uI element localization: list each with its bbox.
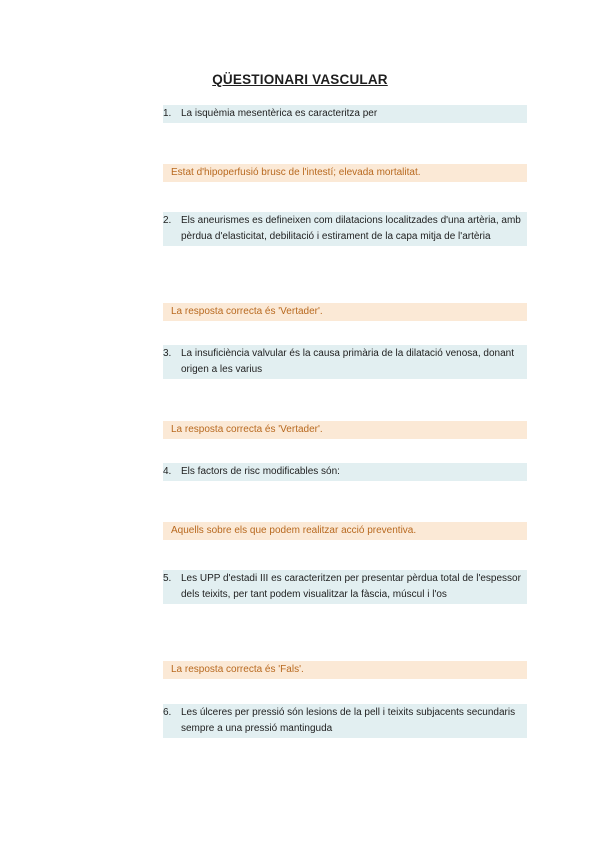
document-title: QÜESTIONARI VASCULAR bbox=[212, 72, 388, 87]
answer-4: Aquells sobre els que podem realitzar acció preventiva. bbox=[163, 522, 527, 540]
question-text: Les UPP d'estadi III es caracteritzen per presentar pèrdua total de l'espessor dels teixits, per tant podem visualitzar la fàscia, múscul i l'os bbox=[181, 573, 521, 600]
question-number: 5. bbox=[163, 573, 172, 584]
question-text: La insuficiència valvular és la causa primària de la dilatació venosa, donant origen a les varius bbox=[181, 348, 514, 375]
question-text: Els aneurismes es defineixen com dilatacions localitzades d'una artèria, amb pèrdua d'elasticitat, debilitació i estirament de la capa mitja de l'artèria bbox=[181, 215, 521, 242]
question-3 bbox=[163, 345, 527, 379]
question-text: La isquèmia mesentèrica es caracteritza per bbox=[181, 108, 378, 119]
question-number: 1. bbox=[163, 108, 172, 119]
answer-2: La resposta correcta és 'Vertader'. bbox=[163, 303, 527, 321]
answer-1: Estat d'hipoperfusió brusc de l'intestí; elevada mortalitat. bbox=[163, 164, 527, 182]
question-4 bbox=[163, 463, 527, 481]
question-5 bbox=[163, 570, 527, 604]
answer-3: La resposta correcta és 'Vertader'. bbox=[163, 421, 527, 439]
question-number: 4. bbox=[163, 466, 172, 477]
question-6 bbox=[163, 704, 527, 738]
answer-5: La resposta correcta és 'Fals'. bbox=[163, 661, 527, 679]
question-number: 3. bbox=[163, 348, 172, 359]
question-1 bbox=[163, 105, 527, 123]
question-number: 6. bbox=[163, 707, 172, 718]
question-2 bbox=[163, 212, 527, 246]
question-number: 2. bbox=[163, 215, 172, 226]
question-text: Els factors de risc modificables són: bbox=[181, 466, 340, 477]
question-text: Les úlceres per pressió són lesions de la pell i teixits subjacents secundaris sempre a una pressió mantinguda bbox=[181, 707, 516, 734]
